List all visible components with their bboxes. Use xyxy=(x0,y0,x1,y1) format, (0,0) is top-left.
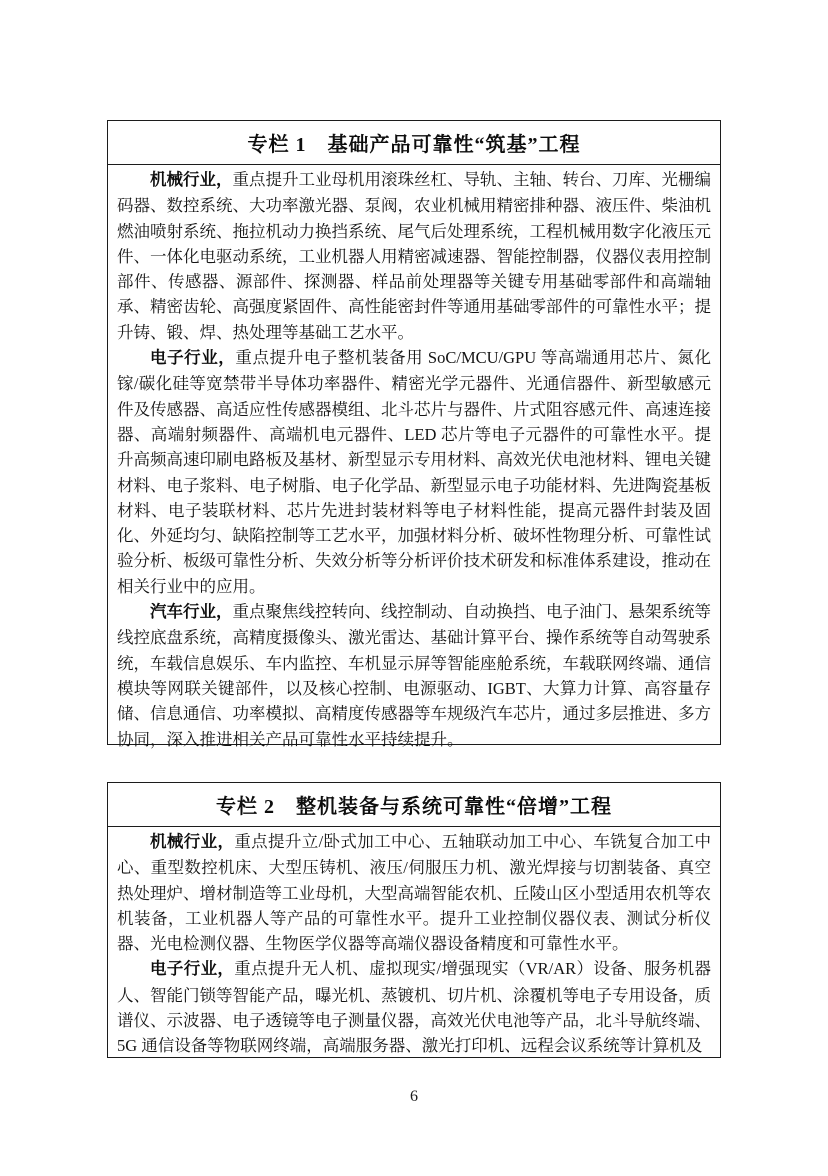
box-1-title: 专栏 1 基础产品可靠性“筑基”工程 xyxy=(108,121,720,165)
paragraph-text: 重点提升工业母机用滚珠丝杠、导轨、主轴、转台、刀库、光栅编码器、数控系统、大功率激光器、泵阀，农业机械用精密排种器、液压件、柴油机燃油喷射系统、拖拉机动力换挡系统、尾气后处理系统，工程机械用数字化液压元件、一体化电驱动系统，工业机器人用精密减速器、智能控制器，仪器仪表用控制部件、传感器、源部件、探测器、样品前处理器等关键专用基础零部件和高端轴承、精密齿轮、高强度紧固件、高性能密封件等通用基础零部件的可靠性水平；提升铸、锻、焊、热处理等基础工艺水平。 xyxy=(117,170,711,342)
paragraph-label: 电子行业， xyxy=(150,960,235,979)
box-2-title: 专栏 2 整机装备与系统可靠性“倍增”工程 xyxy=(108,783,720,827)
paragraph-electronics xyxy=(117,956,711,1058)
paragraph-label: 机械行业， xyxy=(150,833,235,851)
paragraph-machinery xyxy=(117,167,711,345)
paragraph-label: 电子行业， xyxy=(150,349,236,368)
paragraph-text: 重点聚焦线控转向、线控制动、自动换挡、电子油门、悬架系统等线控底盘系统，高精度摄像头、激光雷达、基础计算平台、操作系统等自动驾驶系统，车载信息娱乐、车内监控、车机显示屏等智能座舱系统，车载联网终端、通信模块等网联关键部件，以及核心控制、电源驱动、IGBT、大算力计算、高容量存储、信息通信、功率模拟、高精度传感器等车规级汽车芯片，通过多层推进、多方协同，深入推进相关产品可靠性水平持续提升。 xyxy=(117,602,711,749)
paragraph-text: 重点提升电子整机装备用 SoC/MCU/GPU 等高端通用芯片、氮化镓/碳化硅等宽禁带半导体功率器件、精密光学元器件、光通信器件、新型敏感元件及传感器、高适应性传感器模组、北斗芯片与器件、片式阻容感元件、高速连接器、高端射频器件、高端机电元器件、LED 芯片等电子元器件的可靠性水平。提升高频高速印刷电路板及基材、新型显示专用材料、高效光伏电池材料、锂电关键材料、电子浆料、电子树脂、电子化学品、新型显示电子功能材料、先进陶瓷基板材料、电子装联材料、芯片先进封装材料等电子材料性能，提高元器件封装及固化、外延均匀、缺陷控制等工艺水平，加强材料分析、破坏性物理分析、可靠性试验分析、板级可靠性分析、失效分析等分析评价技术研发和标准体系建设，推动在相关行业中的应用。 xyxy=(117,348,712,596)
paragraph-automotive xyxy=(117,599,711,752)
box-1-body xyxy=(108,165,720,752)
callout-box-1 xyxy=(107,120,721,749)
paragraph-text: 重点提升立/卧式加工中心、五轴联动加工中心、车铣复合加工中心、重型数控机床、大型压铸机、液压/伺服压力机、激光焊接与切割装备、真空热处理炉、增材制造等工业母机，大型高端智能农机、丘陵山区小型适用农机等农机装备，工业机器人等产品的可靠性水平。提升工业控制仪器仪表、测试分析仪器、光电检测仪器、生物医学仪器等高端仪器设备精度和可靠性水平。 xyxy=(117,832,711,954)
paragraph-label: 汽车行业， xyxy=(150,603,233,622)
paragraph-label: 机械行业， xyxy=(150,171,233,189)
box-2-body xyxy=(108,827,720,1058)
paragraph-machinery xyxy=(117,829,711,956)
callout-box-2 xyxy=(107,782,721,1058)
paragraph-electronics xyxy=(117,345,711,599)
page-number: 6 xyxy=(410,1088,418,1105)
paragraph-text: 重点提升无人机、虚拟现实/增强现实（VR/AR）设备、服务机器人、智能门锁等智能产品，曝光机、蒸镀机、切片机、涂覆机等电子专用设备，质谱仪、示波器、电子透镜等电子测量仪器，高效光伏电池等产品，北斗导航终端、5G 通信设备等物联网终端，高端服务器、激光打印机、远程会议系统等计算机及 xyxy=(117,959,712,1056)
